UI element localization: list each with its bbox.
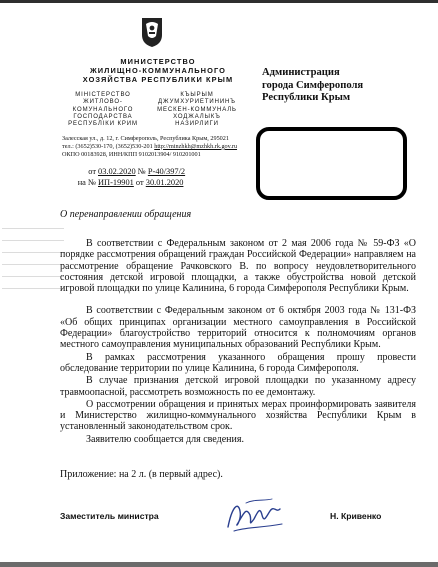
addressee-line: Администрация	[262, 67, 340, 78]
addressee-line: города Симферополя	[262, 79, 364, 91]
phone-line	[62, 143, 262, 151]
ukrainian-line: ЖИТЛОВО-	[83, 99, 123, 106]
ministry-title-line: ЖИЛИЩНО-КОММУНАЛЬНОГО	[89, 66, 227, 75]
ministry-title-crimean-tatar	[150, 92, 244, 128]
reference-label: на №	[77, 177, 96, 187]
from-label: от	[88, 167, 96, 176]
outgoing-date: 03.02.2020	[98, 167, 136, 176]
letter-body	[60, 238, 416, 446]
handwritten-signature	[224, 497, 286, 537]
contact-block	[62, 135, 262, 158]
body-paragraph: В случае признания детской игровой площадки по указанному адресу травмоопасной, рассмотреть возможность по ее демонтажу.	[60, 375, 416, 398]
ukrainian-line: КОМУНАЛЬНОГО	[72, 106, 134, 113]
outgoing-number	[70, 167, 260, 178]
bleed-through-marks	[2, 228, 64, 308]
scan-edge-bottom	[0, 562, 438, 567]
ministry-title-line: МИНИСТЕРСТВО	[120, 57, 196, 66]
addressee-line: Республики Крым	[262, 92, 351, 104]
ministry-title-line: ХОЗЯЙСТВА РЕСПУБЛИКИ КРЫМ	[82, 75, 234, 84]
number-label: №	[137, 167, 146, 176]
crimean-tatar-line: ХОДЖАЛЫКЪ	[173, 113, 221, 120]
body-paragraph: В соответствии с Федеральным законом от 6 октября 2003 года № 131-ФЗ «Об общих принципах организации местного самоуправления в Российской Федерации» благоустройство территорий относится к полномочиям органов местного самоуправления муниципальных образований Республики Крым.	[60, 305, 416, 351]
ukrainian-line: РЕСПУБЛІКИ КРИМ	[68, 121, 138, 128]
body-paragraph: В соответствии с Федеральным законом от 2 мая 2006 года № 59-ФЗ «О порядке рассмотрения обращений граждан Российской Федерации» направляем на рассмотрение обращение Рачковского В. по вопросу неудовлетворительного состояния детской игровой площадки, а также обустройства новой детской игровой площадки по улице Калинина, 6 города Симферополя Республики Крым.	[60, 238, 416, 295]
signer-title: Заместитель министра	[60, 511, 159, 521]
reference-from-label: от	[135, 177, 144, 187]
body-paragraph: Заявителю сообщается для сведения.	[86, 433, 244, 445]
outgoing-number-value: Р-40/397/2	[147, 167, 186, 176]
crimean-tatar-line: НАЗИРЛИГИ	[175, 121, 219, 128]
codes-line: ОКПО 00183928, ИНН/КПП 9102013904/ 910201001	[62, 150, 201, 158]
reference-number-value: ИП-19901	[98, 177, 134, 187]
addressee-block	[262, 67, 412, 105]
ministry-title-ukrainian	[62, 92, 144, 128]
body-paragraph: В рамках рассмотрения указанного обращения прошу провести обследование территории по улице Калинина, 6 города Симферополя.	[60, 351, 416, 374]
reference-date: 30.01.2020	[145, 177, 184, 187]
scan-edge-top	[0, 0, 438, 3]
crimean-tatar-line: КЪЫРЫМ	[180, 92, 214, 98]
ministry-title	[60, 57, 256, 84]
attachment-note: Приложение: на 2 л. (в первый адрес).	[60, 469, 223, 480]
address-line: Залесская ул., д. 12, г. Симферополь, Республика Крым, 295021	[62, 135, 229, 142]
reference-number	[70, 178, 260, 189]
subject-line: О перенаправлении обращения	[60, 209, 192, 220]
redaction-box	[256, 127, 407, 200]
registration-block	[70, 167, 260, 189]
ukrainian-line: МІНІСТЕРСТВО	[75, 92, 131, 98]
body-paragraph: О рассмотрении обращения и принятых мерах проинформировать заявителя и Министерство жилищно-коммунального хозяйства Республики Крым в установленный законодательством срок.	[60, 398, 416, 433]
email-link[interactable]: http://minzhkh@mzhkh.rk.gov.ru	[154, 142, 238, 150]
crimean-tatar-line: МЕСКЕН-КОММУНАЛЬ	[157, 106, 237, 113]
signer-name: Н. Кривенко	[330, 511, 382, 521]
crimean-tatar-line: ДЖУМХУРИЕТИНИНЪ	[158, 99, 236, 106]
coat-of-arms-icon	[141, 16, 163, 48]
phone-numbers: тел.: (3652)530-170, (3652)530-201	[62, 142, 155, 150]
ukrainian-line: ГОСПОДАРСТВА	[73, 113, 133, 120]
